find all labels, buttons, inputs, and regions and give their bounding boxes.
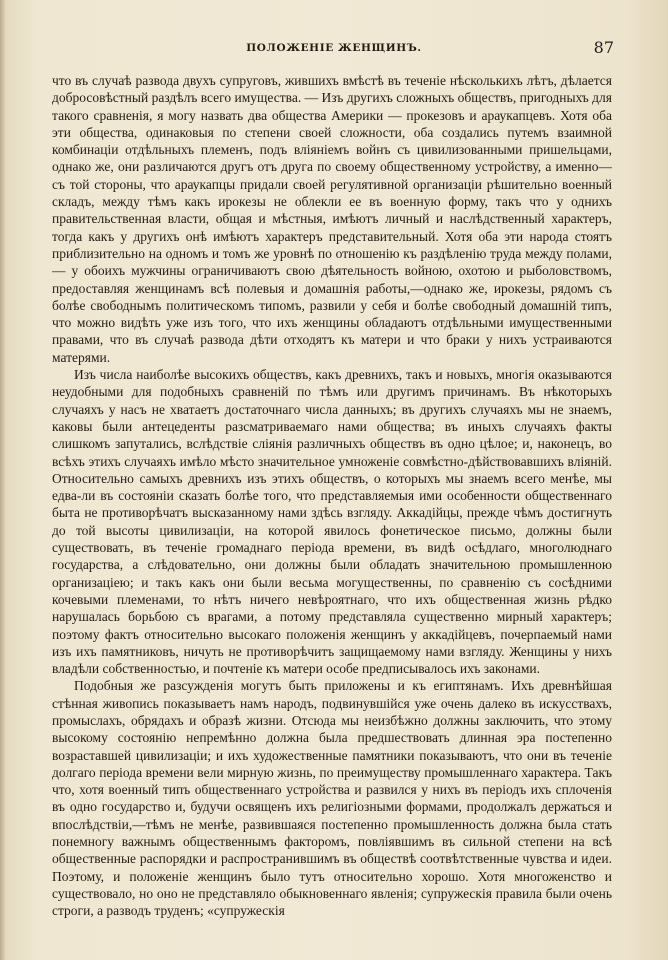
- body-text: [52, 72, 612, 920]
- running-head: ПОЛОЖЕНІЕ ЖЕНЩИНЪ.: [246, 42, 422, 54]
- page-number: 87: [593, 38, 614, 57]
- page-header: [40, 38, 628, 60]
- paragraph-1: что въ случаѣ развода двухъ супруговъ, жившихъ вмѣстѣ въ теченіе нѣсколькихъ лѣтъ, дѣлается добросовѣстный раздѣлъ всего имущества. — Изъ другихъ сложныхъ обществъ, пригодныхъ для такого сравненія, я могу назвать два общества Америки — прокезовъ и араукапцевъ. Хотя оба эти общества, одинаковыя по степени своей сложности, оба создались путемъ взаимной комбинаціи отдѣльныхъ племенъ, подъ вліяніемъ войнъ съ цивилизованными пришельцами, однако же, они различаются другъ отъ друга по своему общественному устройству, а именно—съ той стороны, что араукапцы придали своей регулятивной организаціи рѣшительно военный складъ, между тѣмъ какъ ирокезы не облекли ее въ военную форму, такъ что у однихъ правительственная власти, общая и мѣстныя, имѣютъ личный и наслѣдственный характеръ, тогда какъ у другихъ онѣ имѣютъ характеръ представительный. Хотя оба эти народа стоятъ приблизительно на одномъ и томъ же уровнѣ по отношенію къ раздѣленію труда между полами, — у обоихъ мужчины ограничиваютъ свою дѣятельность войною, охотою и рыболовствомъ, предоставляя женщинамъ всѣ полевыя и домашнія работы,—однако же, ирокезы, рядомъ съ болѣе свободнымъ политическомъ типомъ, развили у себя и болѣе свободный домашній типъ, что можно видѣть уже изъ того, что ихъ женщины обладаютъ отдѣльными имущественными правами, что въ случаѣ развода дѣти отходятъ къ матери и что браки у нихъ устраиваются матерями.: [52, 73, 612, 365]
- paragraph-2: Изъ числа наиболѣе высокихъ обществъ, какъ древнихъ, такъ и новыхъ, многія оказываются неудобными для подобныхъ сравненій по тѣмъ или другимъ причинамъ. Въ нѣкоторыхъ случаяхъ у насъ не хватаетъ достаточнаго числа данныхъ; въ другихъ случаяхъ мы не знаемъ, каковы были антецеденты разсматриваемаго нами общества; въ иныхъ случаяхъ факты слишкомъ запутались, вслѣдствіе слiянія различныхъ обществъ въ одно цѣлое; и, наконецъ, во всѣхъ этихъ случаяхъ имѣло мѣсто значительное умноженіе совмѣстно-дѣйствовавшихъ вліяній. Относительно самыхъ древнихъ изъ этихъ обществъ, о которыхъ мы знаемъ всего менѣе, мы едва-ли въ состояніи сказать болѣе того, что представляемыя ими особенности общественнаго быта не противорѣчатъ высказанному нами здѣсь взгляду. Аккадійцы, прежде чѣмъ достигнуть до той высоты цивилизаціи, на которой явилось фонетическое письмо, должны были существовать, въ теченіе громаднаго періода времени, въ видѣ осѣдлаго, многолюднаго государства, а слѣдовательно, они должны были обладать значительною промышленною организаціею; и такъ какъ они были весьма могущественны, по сравненію съ сосѣдними кочевыми племенами, то нѣтъ ничего невѣроятнаго, что ихъ общественная жизнь рѣдко нарушалась борьбою съ врагами, а потому представляла существенно мирный характеръ; поэтому фактъ относительно высокаго положенія женщинъ у аккадійцевъ, почерпаемый нами изъ ихъ памятниковъ, ничуть не противорѣчитъ защищаемому нами взгляду. Женщины у нихъ владѣли собственностью, и почтеніе къ матери особе предписывалось ихъ законами.: [52, 367, 612, 677]
- paragraph-3: Подобныя же разсужденія могутъ быть приложены и къ египтянамъ. Ихъ древнѣйшая стѣнная живопись показываетъ намъ народъ, подвинувшійся уже очень далеко въ искусствахъ, промыслахъ, обрядахъ и образѣ жизни. Отсюда мы неизбѣжно должны заключить, что этому высокому состоянію непремѣнно должна была предшествовать длинная эра постепенно возраставшей цивилизаціи; и ихъ художественные памятники показываютъ, что они въ теченіе долгаго періода времени вели мирную жизнь, по преимуществу промышленнаго характера. Такъ что, хотя военный типъ общественнаго устройства и развился у нихъ въ періодъ ихъ сплоченія въ одно государство и, будучи освященъ ихъ религіозными формами, продолжалъ держаться и впослѣдствіи,—тѣмъ не менѣе, развившаяся постепенно промышленность должна была стать понемногу важнымъ общественнымъ факторомъ, повліявшимъ въ сильной степени на всѣ общественные распорядки и распространившимъ въ обществѣ соотвѣтственные чувства и идеи. Поэтому, и положеніе женщинъ было тутъ относительно хорошо. Хотя многоженство и существовало, но оно не представляло обыкновеннаго явленія; супружескія правила были очень строги, а разводъ труденъ; «супружескія: [52, 678, 612, 919]
- page-binding-shadow: [0, 0, 6, 960]
